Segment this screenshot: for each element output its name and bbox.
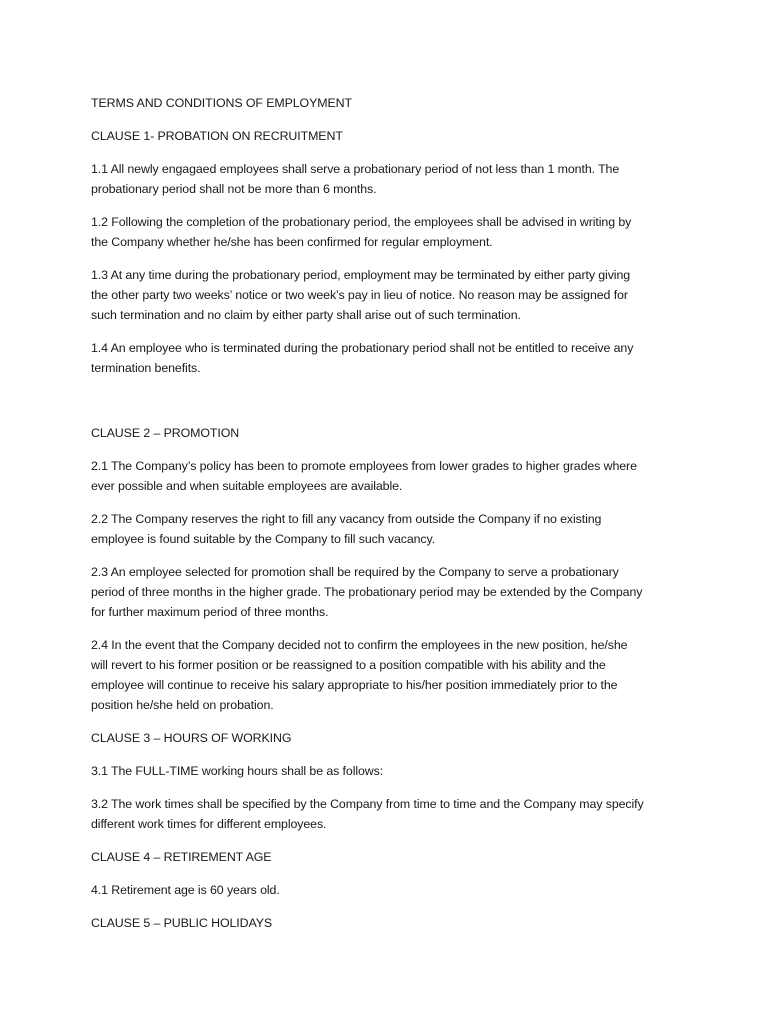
paragraph-4-1 [91, 880, 683, 900]
paragraph-line: for further maximum period of three months. [91, 605, 329, 619]
paragraph-line: 1.3 At any time during the probationary period, employment may be terminated by either party giving [91, 268, 631, 282]
paragraph-line: the Company whether he/she has been confirmed for regular employment. [91, 235, 493, 249]
paragraph-line: 1.4 An employee who is terminated during the probationary period shall not be entitled to receive any [91, 341, 634, 355]
clause-3-heading [91, 728, 683, 748]
paragraph-1-1 [91, 159, 683, 199]
paragraph-1-2 [91, 212, 683, 252]
paragraph-2-1 [91, 456, 683, 496]
paragraph-line: 3.1 The FULL-TIME working hours shall be as follows: [91, 764, 384, 778]
paragraph-line: employee is found suitable by the Company to fill such vacancy. [91, 532, 436, 546]
paragraph-line: period of three months in the higher grade. The probationary period may be extended by the Company [91, 585, 643, 599]
paragraph-line: 3.2 The work times shall be specified by the Company from time to time and the Company may specify [91, 797, 644, 811]
clause-heading-text: CLAUSE 1- PROBATION ON RECRUITMENT [91, 129, 343, 143]
paragraph-1-4 [91, 338, 683, 378]
clause-heading-text: CLAUSE 4 – RETIREMENT AGE [91, 850, 272, 864]
clause-4-heading [91, 847, 683, 867]
paragraph-2-4 [91, 635, 683, 715]
paragraph-2-2 [91, 509, 683, 549]
paragraph-line: 4.1 Retirement age is 60 years old. [91, 883, 280, 897]
paragraph-line: employee will continue to receive his salary appropriate to his/her position immediately prior to the [91, 678, 618, 692]
paragraph-line: 2.4 In the event that the Company decided not to confirm the employees in the new position, he/she [91, 638, 628, 652]
paragraph-line: termination benefits. [91, 361, 201, 375]
paragraph-line: 2.3 An employee selected for promotion shall be required by the Company to serve a probationary [91, 565, 619, 579]
paragraph-line: probationary period shall not be more than 6 months. [91, 182, 377, 196]
document-title-text: TERMS AND CONDITIONS OF EMPLOYMENT [91, 96, 352, 110]
paragraph-3-1 [91, 761, 683, 781]
paragraph-line: 1.1 All newly engagaed employees shall serve a probationary period of not less than 1 month. The [91, 162, 620, 176]
paragraph-line: such termination and no claim by either party shall arise out of such termination. [91, 308, 521, 322]
paragraph-3-2 [91, 794, 683, 834]
document-page [91, 93, 683, 946]
paragraph-line: the other party two weeks’ notice or two week’s pay in lieu of notice. No reason may be assigned for [91, 288, 628, 302]
paragraph-2-3 [91, 562, 683, 622]
clause-heading-text: CLAUSE 5 – PUBLIC HOLIDAYS [91, 916, 273, 930]
clause-heading-text: CLAUSE 2 – PROMOTION [91, 426, 240, 440]
paragraph-line: different work times for different employees. [91, 817, 327, 831]
paragraph-line: 2.1 The Company’s policy has been to promote employees from lower grades to higher grades where [91, 459, 637, 473]
clause-5-heading [91, 913, 683, 933]
paragraph-line: will revert to his former position or be reassigned to a position compatible with his ability and the [91, 658, 606, 672]
clause-2-heading [91, 423, 683, 443]
paragraph-line: 1.2 Following the completion of the probationary period, the employees shall be advised in writing by [91, 215, 632, 229]
document-title [91, 93, 683, 113]
paragraph-1-3 [91, 265, 683, 325]
clause-heading-text: CLAUSE 3 – HOURS OF WORKING [91, 731, 292, 745]
clause-1-heading [91, 126, 683, 146]
paragraph-line: 2.2 The Company reserves the right to fill any vacancy from outside the Company if no existing [91, 512, 602, 526]
paragraph-line: position he/she held on probation. [91, 698, 274, 712]
paragraph-line: ever possible and when suitable employees are available. [91, 479, 403, 493]
